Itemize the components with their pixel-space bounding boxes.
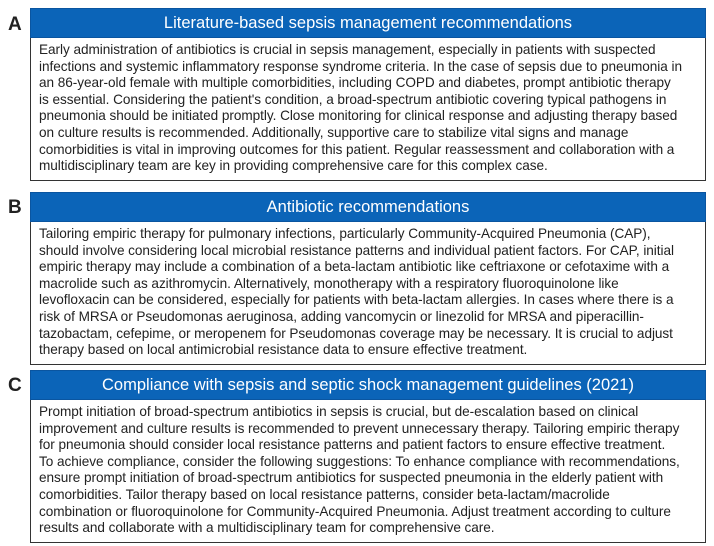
panel-a-body xyxy=(30,38,706,181)
body-text-line: ensure prompt initiation of broad-spectrum antibiotics for suspected pneumonia in the elderly patient with xyxy=(39,470,664,486)
panel-a-letter: A xyxy=(8,14,22,35)
panel-b xyxy=(30,192,706,365)
panel-c xyxy=(30,370,706,543)
body-text-line: Tailoring empiric therapy for pulmonary infections, particularly Community-Acquired Pneumonia (CAP), xyxy=(39,226,651,241)
panel-b-body xyxy=(30,222,706,365)
body-text-line: pneumonia should be initiated promptly. Close monitoring for clinical response and adjusting therapy based xyxy=(39,108,678,124)
body-text-line: levofloxacin can be considered, especially for patients with beta-lactam allergies. In cases where there is a xyxy=(39,292,674,308)
body-text-line: should involve considering local microbial resistance patterns and individual patient factors. For CAP, initial xyxy=(39,242,674,258)
panel-c-title: Compliance with sepsis and septic shock management guidelines (2021) xyxy=(30,370,706,400)
body-text-line: macrolide such as azithromycin. Alternatively, monotherapy with a respiratory fluoroquinolone like xyxy=(39,275,619,291)
panel-c-letter: C xyxy=(8,375,22,396)
body-text-line: therapy based on local antimicrobial resistance data to ensure effective treatment. xyxy=(39,342,528,358)
body-text-line: combination or fluoroquinolone for Community-Acquired Pneumonia. Adjust treatment according to culture xyxy=(39,503,671,519)
body-text-line: on culture results is recommended. Additionally, supportive care to stabilize vital signs and manage xyxy=(39,124,629,140)
body-text-line: comorbidities is vital in improving outcomes for this patient. Regular reassessment and collaboration with a xyxy=(39,141,675,157)
body-text-line: Prompt initiation of broad-spectrum antibiotics in sepsis is crucial, but de-escalation based on clinical xyxy=(39,404,639,419)
panel-a-title: Literature-based sepsis management recommendations xyxy=(30,8,706,38)
body-text-line: comorbidities. Tailor therapy based on local resistance patterns, consider beta-lactam/macrolide xyxy=(39,486,610,502)
body-text-line: improvement and culture results is recommended to prevent unnecessary therapy. Tailoring empiric therapy xyxy=(39,420,680,436)
body-text-line: is essential. Considering the patient's condition, a broad-spectrum antibiotic covering typical pathogens in xyxy=(39,91,667,107)
body-text-line: an 86-year-old female with multiple comorbidities, including COPD and diabetes, prompt antibiotic therapy xyxy=(39,75,671,91)
body-text-line: risk of MRSA or Pseudomonas aeruginosa, adding vancomycin or linezolid for MRSA and piperacillin- xyxy=(39,308,644,324)
panel-b-letter: B xyxy=(8,197,22,218)
panel-a xyxy=(30,8,706,181)
body-text-line: infections and systemic inflammatory response syndrome criteria. In the case of sepsis due to pneumonia in xyxy=(39,58,682,74)
panel-c-body xyxy=(30,400,706,543)
body-text-line: for pneumonia should consider local resistance patterns and patient factors to ensure effective treatment. xyxy=(39,437,666,453)
body-text-line: empiric therapy may include a combination of a beta-lactam antibiotic like ceftriaxone or cefotaxime with a xyxy=(39,259,670,275)
body-text-line: tazobactam, cefepime, or meropenem for Pseudomonas coverage may be necessary. It is crucial to adjust xyxy=(39,325,673,341)
body-text-line: To achieve compliance, consider the following suggestions: To enhance compliance with recommendations, xyxy=(39,453,680,469)
body-text-line: results and collaborate with a multidisciplinary team for comprehensive care. xyxy=(39,520,495,536)
body-text-line: Early administration of antibiotics is crucial in sepsis management, especially in patients with suspected xyxy=(39,42,656,57)
panel-b-title: Antibiotic recommendations xyxy=(30,192,706,222)
body-text-line: multidisciplinary team are key in providing comprehensive care for this complex case. xyxy=(39,158,548,174)
